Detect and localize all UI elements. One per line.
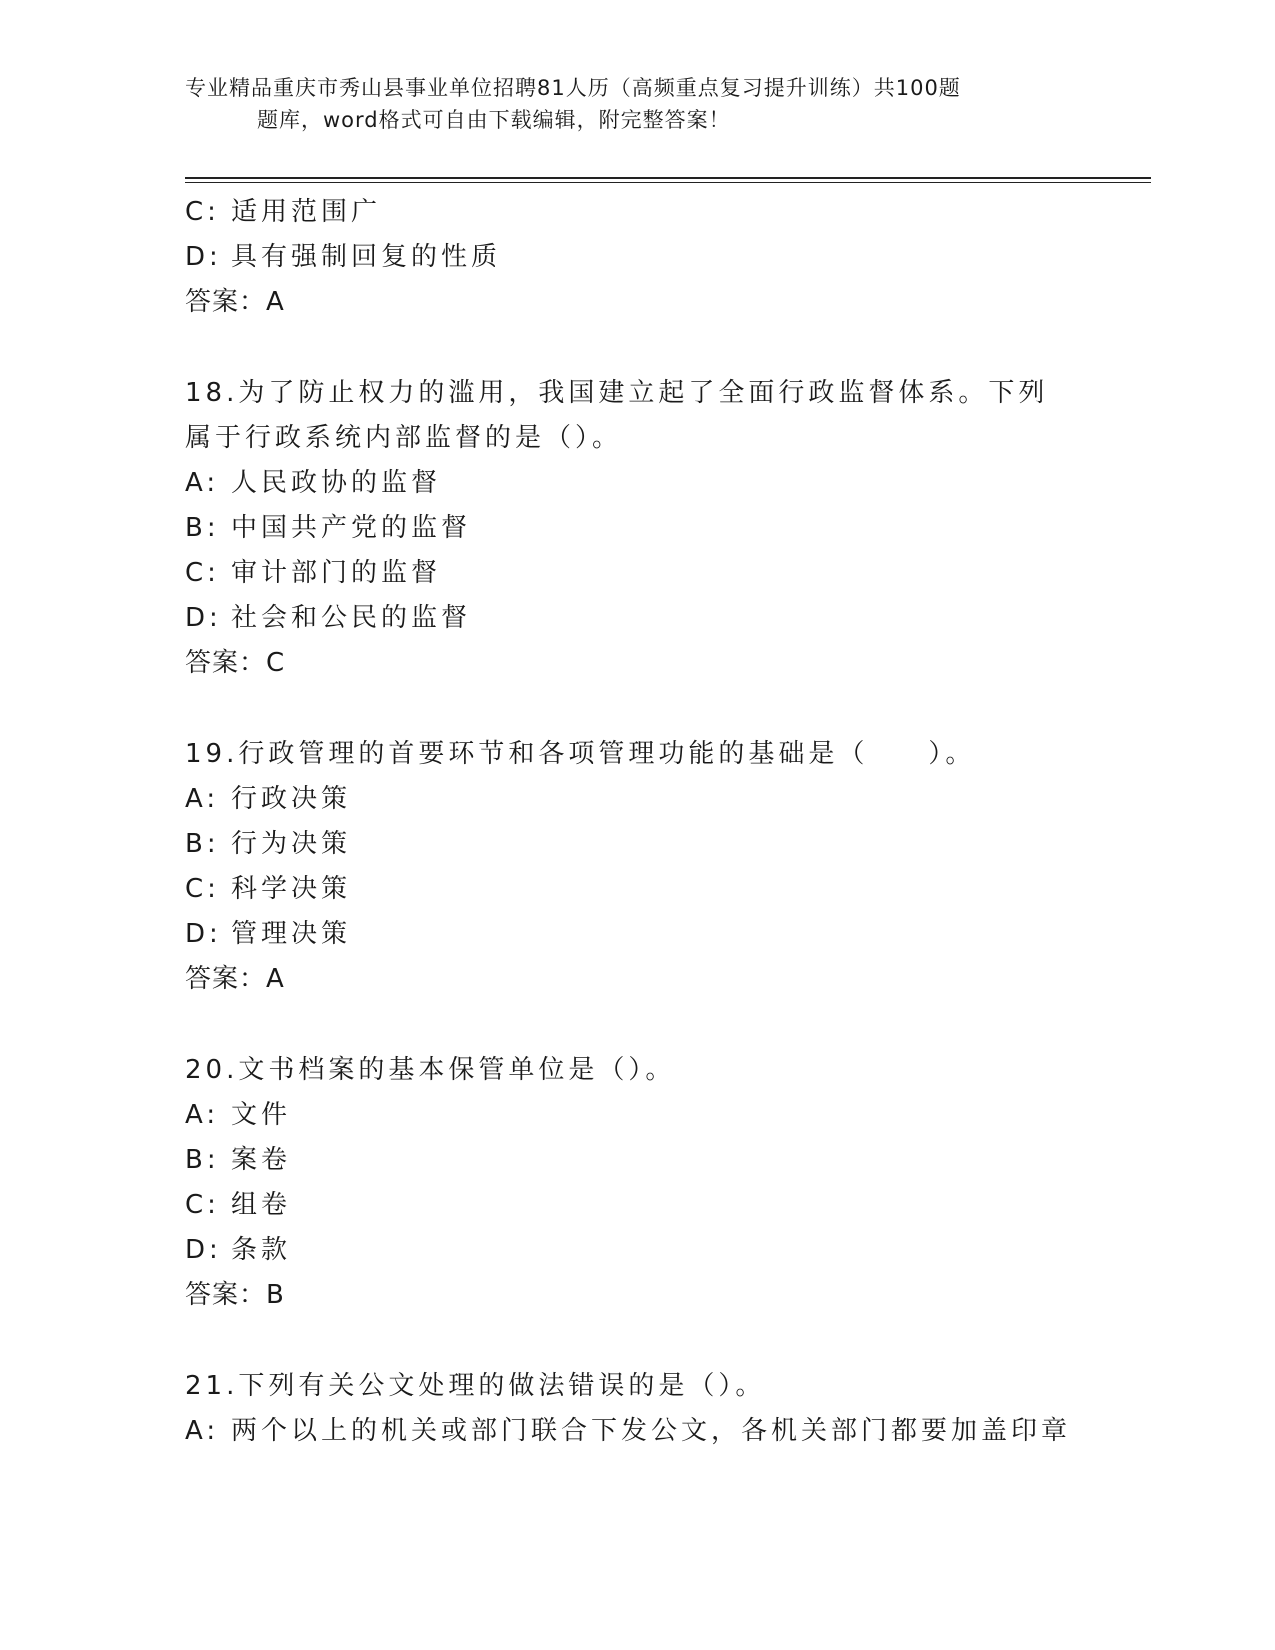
option-d: D: 管理决策 (185, 919, 352, 949)
option-c: C: 科学决策 (185, 874, 352, 904)
option-c: C: 组卷 (185, 1190, 292, 1220)
header-rule-thin (185, 182, 1151, 183)
question-17-tail (185, 190, 1065, 325)
answer: 答案：A (185, 964, 285, 994)
question-stem: 18.为了防止权力的滥用，我国建立起了全面行政监督体系。下列属于行政系统内部监督的是（）。 (185, 378, 1049, 453)
option-d: D: 条款 (185, 1235, 292, 1265)
question-18 (185, 371, 1065, 686)
option-a: A: 两个以上的机关或部门联合下发公文，各机关部门都要加盖印章 (185, 1416, 1072, 1446)
answer: 答案：C (185, 648, 286, 678)
question-stem: 20.文书档案的基本保管单位是（）。 (185, 1055, 676, 1085)
option-b: B: 行为决策 (185, 829, 352, 859)
option-a: A: 行政决策 (185, 784, 352, 814)
option-b: B: 中国共产党的监督 (185, 513, 472, 543)
option-d: D: 社会和公民的监督 (185, 603, 472, 633)
option-c: C: 适用范围广 (185, 197, 382, 227)
question-content (185, 190, 1072, 1454)
question-20 (185, 1048, 1065, 1318)
option-b: B: 案卷 (185, 1145, 292, 1175)
question-19 (185, 732, 1065, 1002)
question-stem: 21.下列有关公文处理的做法错误的是（）。 (185, 1371, 766, 1401)
question-stem: 19.行政管理的首要环节和各项管理功能的基础是（ ）。 (185, 739, 976, 769)
answer: 答案：A (185, 287, 285, 317)
header-line-2: 题库，word格式可自由下载编辑，附完整答案！ (257, 108, 731, 132)
option-d: D: 具有强制回复的性质 (185, 242, 502, 272)
header-rule-thick (185, 177, 1151, 179)
option-a: A: 人民政协的监督 (185, 468, 442, 498)
option-a: A: 文件 (185, 1100, 292, 1130)
answer: 答案：B (185, 1280, 285, 1310)
question-21 (185, 1364, 1072, 1454)
option-c: C: 审计部门的监督 (185, 558, 442, 588)
document-header (185, 72, 1085, 136)
header-line-1: 专业精品重庆市秀山县事业单位招聘81人历（高频重点复习提升训练）共100题 (185, 76, 961, 100)
